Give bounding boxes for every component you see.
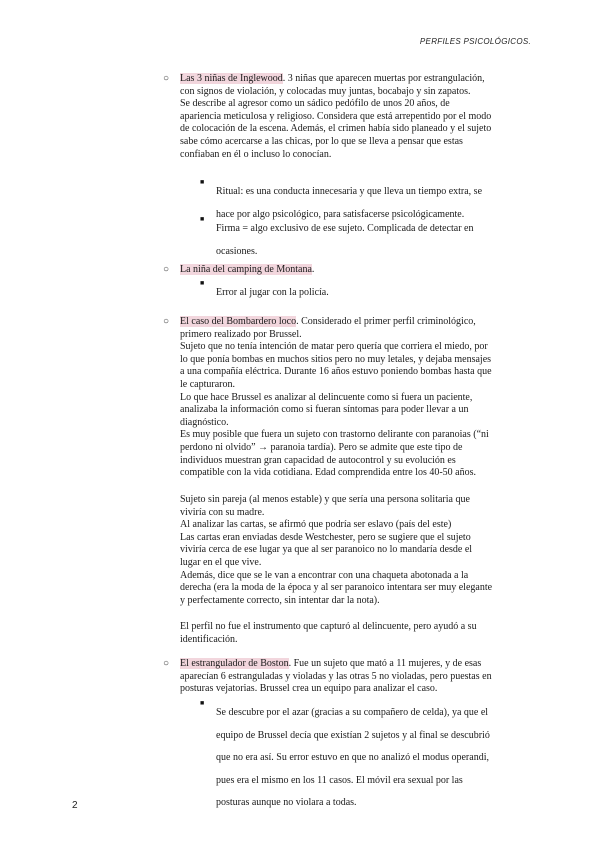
bombardero-conclusion xyxy=(180,621,532,646)
text-line: Además, dice que se le van a encontrar con una chaqueta abotonada a la xyxy=(180,569,469,581)
text-line: primero realizado por Brussel. xyxy=(180,328,302,340)
text-line: ocasiones. xyxy=(216,245,258,257)
text-line: Sujeto que no tenía intención de matar pero quería que corriera el miedo, por xyxy=(180,341,488,353)
bullet-square: ■ xyxy=(200,178,205,186)
text-line: Ritual: es una conducta innecesaria y que lleva un tiempo extra, se xyxy=(216,186,483,197)
text-line: compatible con la vida cotidiana. Edad comprendida entre los 40-50 años. xyxy=(180,467,477,479)
bullet-circle: ○ xyxy=(163,316,170,327)
bullet-square: ■ xyxy=(200,215,205,223)
text-line: que no era así. Su error estuvo en que no analizó el modus operandi, xyxy=(216,752,489,764)
text-line: El perfil no fue el instrumento que capturó al delincuente, pero ayudó a su xyxy=(180,621,477,632)
text-line: de colocación de la escena. Además, el crimen había sido planeado y el sujeto xyxy=(180,123,492,135)
sub-boston xyxy=(216,697,522,820)
bombardero-profile xyxy=(180,494,532,607)
text-line: con signos de violación, y colocadas muy juntas, bocabajo y sin zapatos. xyxy=(180,85,471,97)
text-line: viviría con su madre. xyxy=(180,506,265,518)
text-line: sabe cómo acercarse a las chicas, por lo que se lleva a pensar que estas xyxy=(180,135,463,147)
text-line: hace por algo psicológico, para satisfacerse psicológicamente. xyxy=(216,208,465,220)
section-montana xyxy=(180,264,532,277)
text-line: Error al jugar con la policía. xyxy=(216,287,329,298)
text-line: lugar en el que vive. xyxy=(180,556,262,568)
text-line: . Considerado el primer perfil criminológico, xyxy=(296,316,476,327)
text-line: Firma = algo exclusivo de ese sujeto. Complicada de detectar en xyxy=(216,223,474,234)
text-line: a una compañía eléctrica. Durante 16 años estuvo poniendo bombas hasta que xyxy=(180,366,492,378)
bullet-circle: ○ xyxy=(163,264,170,275)
sub-firma xyxy=(216,213,522,268)
text-line: le capturaron. xyxy=(180,378,235,390)
text-line: aparecían 6 estranguladas y violadas y las otras 5 no violadas, pero puestas en xyxy=(180,670,492,682)
section-title: El caso del Bombardero loco xyxy=(180,316,297,327)
bullet-square: ■ xyxy=(200,279,205,287)
text-line: . xyxy=(311,264,315,275)
section-boston xyxy=(180,658,532,696)
text-line: posturas vejatorias. Brussel crea un equipo para analizar el caso. xyxy=(180,683,438,695)
text-line: Las cartas eran enviadas desde Westchester, pero se sugiere que el sujeto xyxy=(180,531,471,543)
bullet-circle: ○ xyxy=(163,658,170,669)
text-line: Lo que hace Brussel es analizar al delincuente como si fuera un paciente, xyxy=(180,391,473,403)
section-title: Las 3 niñas de Inglewood xyxy=(180,73,283,84)
text-line: . Fue un sujeto que mató a 11 mujeres, y de esas xyxy=(288,658,482,669)
text-line: Sujeto sin pareja (al menos estable) y que sería una persona solitaria que xyxy=(180,494,470,505)
text-line: confiaban en él o incluso lo conocían. xyxy=(180,148,332,160)
text-line: Se descubre por el azar (gracias a su compañero de celda), ya que el xyxy=(216,707,489,718)
text-line: individuos muestran gran capacidad de autocontrol y su evolución es xyxy=(180,454,456,466)
text-line: . 3 niñas que aparecen muertas por estrangulación, xyxy=(282,73,485,84)
text-line: equipo de Brussel decía que existían 2 sujetos y al final se descubrió xyxy=(216,729,490,741)
section-title: El estrangulador de Boston xyxy=(180,658,289,669)
text-line: identificación. xyxy=(180,633,238,645)
bullet-circle: ○ xyxy=(163,73,170,84)
bullet-square: ■ xyxy=(200,699,205,707)
text-line: Al analizar las cartas, se afirmó que podría ser eslavo (país del este) xyxy=(180,519,452,531)
text-line: derecha (era la moda de la época y al ser paranoico intentara ser muy elegante xyxy=(180,582,493,594)
page-header: PERFILES PSICOLÓGICOS. xyxy=(419,37,531,46)
text-line: perdono ni olvido” → paranoia tardía). Pero se admite que este tipo de xyxy=(180,441,463,453)
text-line: apariencia meticulosa y religioso. Considera que está arrepentido por el modo xyxy=(180,110,492,122)
text-line: Es muy posible que fuera un sujeto con trastorno delirante con paranoias (“ni xyxy=(180,429,489,441)
section-title: La niña del camping de Montana xyxy=(180,264,312,275)
text-line: viviría cerca de ese lugar ya que al ser paranoico no lo mandaría desde el xyxy=(180,544,473,556)
page-number: 2 xyxy=(72,800,78,811)
section-inglewood xyxy=(180,73,532,161)
section-bombardero xyxy=(180,316,532,480)
text-line: lo que ponía bombas en muchos sitios pero no muy letales, y dejaba mensajes xyxy=(180,353,492,365)
text-line: analizaba la información como si fueran síntomas para poder llevar a un xyxy=(180,404,469,416)
sub-montana xyxy=(216,277,522,310)
text-line: diagnóstico. xyxy=(180,416,229,428)
text-line: Se describe al agresor como un sádico pedófilo de unos 20 años, de xyxy=(180,98,450,110)
text-line: pues era el mismo en los 11 casos. El móvil era sexual por las xyxy=(216,774,463,786)
text-line: posturas aunque no violara a todas. xyxy=(216,797,357,809)
text-line: y perfectamente correcto, sin intentar dar la nota). xyxy=(180,594,380,606)
